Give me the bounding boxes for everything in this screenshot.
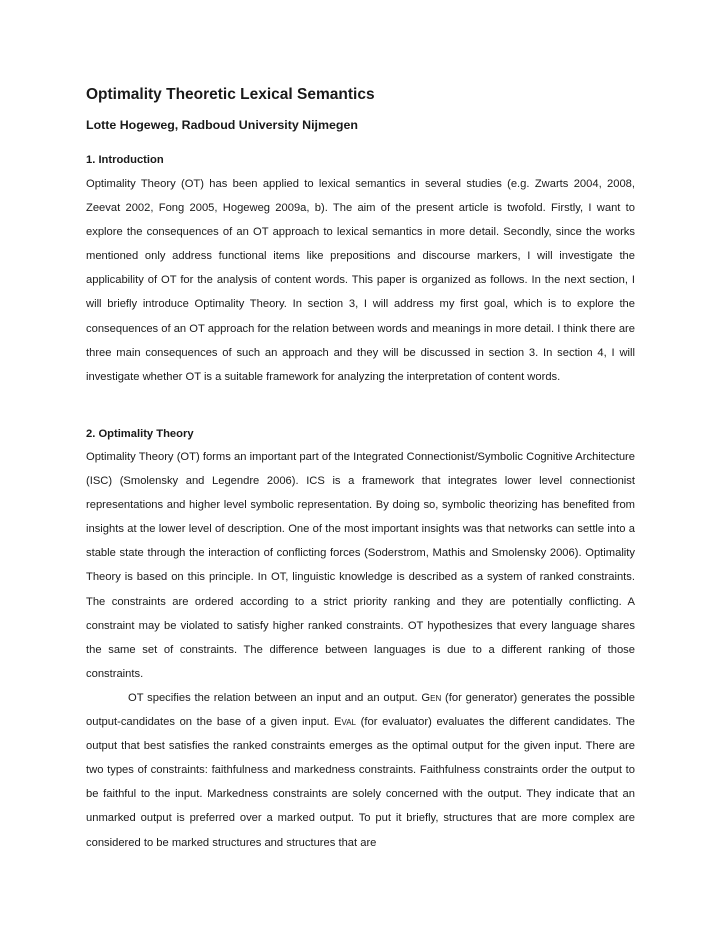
gen-term: Gen bbox=[421, 692, 442, 704]
section-heading-introduction: 1. Introduction bbox=[86, 154, 164, 166]
introduction-paragraph: Optimality Theory (OT) has been applied to lexical semantics in several studies (e.g. Zwarts 2004, 2008, Zeevat 2002, Fong 2005, Hogeweg 2009a, b). The aim of the present article is twofold. Firstly, I want to explore the consequences of an OT approach to lexical semantics in more detail. Secondly, since the works mentioned only address functional items like prepositions and discourse markers, I will investigate the applicability of OT for the analysis of content words. This paper is organized as follows. In the next section, I will briefly introduce Optimality Theory. In section 3, I will address my first goal, which is to explore the consequences of an OT approach for the relation between words and meanings in more detail. I think there are three main consequences of such an approach and they will be discussed in section 3. In section 4, I will investigate whether OT is a suitable framework for analyzing the interpretation of content words. bbox=[86, 178, 635, 383]
section-heading-optimality-theory: 2. Optimality Theory bbox=[86, 428, 194, 440]
paper-title: Optimality Theoretic Lexical Semantics bbox=[86, 86, 375, 103]
optimality-theory-paragraph-1: Optimality Theory (OT) forms an important part of the Integrated Connectionist/Symbolic Cognitive Architecture (ISC) (Smolensky and Legendre 2006). ICS is a framework that integrates lower level connectionist representations and higher level symbolic representation. By doing so, symbolic theorizing has benefited from insights at the lower level of description. One of the most important insights was that networks can settle into a stable state through the interaction of conflicting forces (Soderstrom, Mathis and Smolensky 2006). Optimality Theory is based on this principle. In OT, linguistic knowledge is described as a system of ranked constraints. The constraints are ordered according to a strict priority ranking and they are potentially conflicting. A constraint may be violated to satisfy higher ranked constraints. OT hypothesizes that every language shares the same set of constraints. The difference between languages is due to a different ranking of those constraints. bbox=[86, 451, 635, 680]
eval-term: Eval bbox=[334, 716, 357, 729]
paragraph-text-part: OT specifies the relation between an input and an output. bbox=[128, 692, 422, 704]
optimality-theory-paragraph-2 bbox=[86, 686, 635, 855]
paragraph-text-part: (for generator) generates the possible output-candidates on the base of a given input. bbox=[86, 692, 635, 729]
author-line: Lotte Hogeweg, Radboud University Nijmegen bbox=[86, 118, 358, 132]
paragraph-text-part: (for evaluator) evaluates the different candidates. The output that best satisfies the ranked constraints emerges as the optimal output for the given input. There are two types of constraints: faithfulness and markedness constraints. Faithfulness constraints order the output to be faithful to the input. Markedness constraints are solely concerned with the output. They indicate that an unmarked output is preferred over a marked output. To put it briefly, structures that are more complex are considered to be marked structures and structures that are bbox=[86, 716, 636, 849]
